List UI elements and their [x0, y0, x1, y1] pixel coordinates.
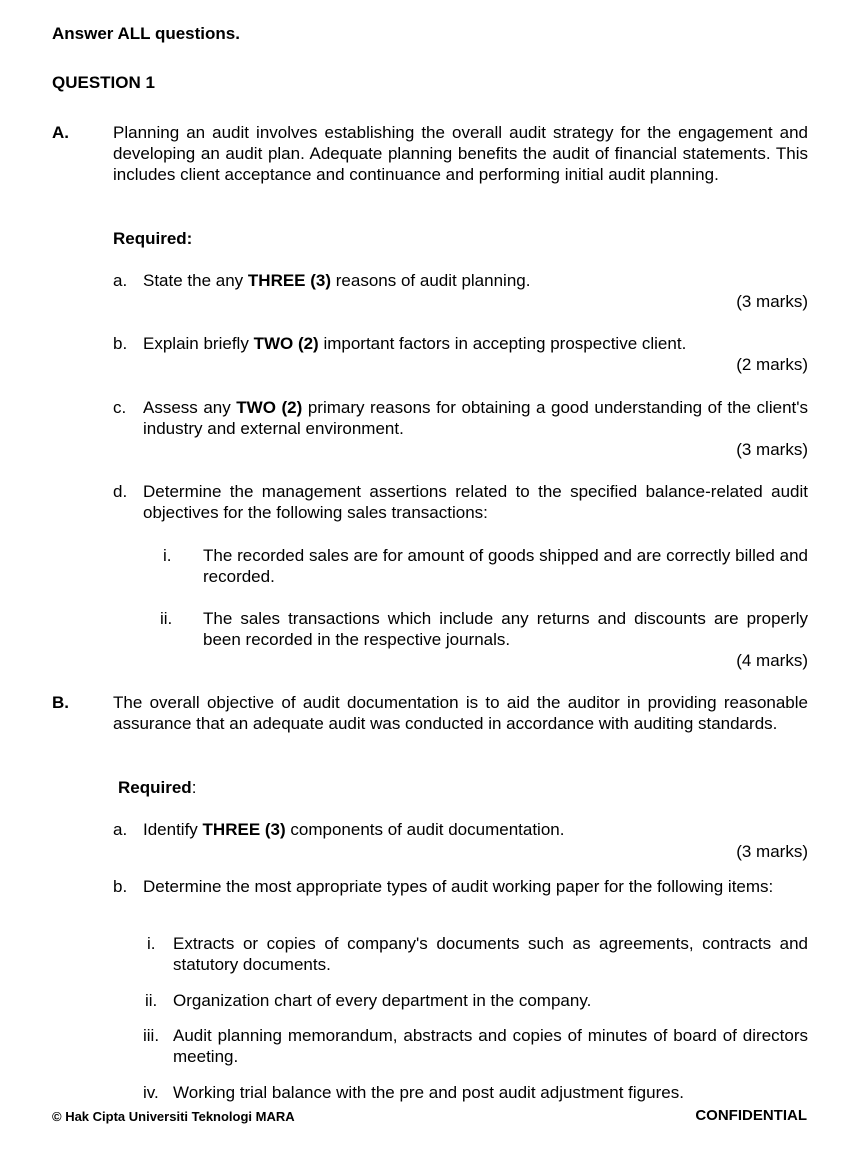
- part-b-item-a: Identify THREE (3) components of audit documentation.: [143, 820, 565, 839]
- part-a-intro: Planning an audit involves establishing the overall audit strategy for the engagement and developing an audit plan. Adequate planning benefits the audit of financial statements. This includes client acceptance and continuance and performing initial audit planning.: [113, 123, 808, 184]
- part-b-item-b-ii-num: ii.: [145, 991, 158, 1010]
- part-a-item-d-i-num: i.: [163, 546, 172, 565]
- part-a-item-b: Explain briefly TWO (2) important factors in accepting prospective client.: [143, 334, 687, 353]
- part-b-item-b-iii-num: iii.: [143, 1026, 160, 1045]
- instruction: Answer ALL questions.: [52, 24, 240, 43]
- part-a-item-a: State the any THREE (3) reasons of audit planning.: [143, 271, 531, 290]
- part-a-required: Required:: [113, 229, 193, 248]
- part-b-item-b-iv: Working trial balance with the pre and post audit adjustment figures.: [173, 1083, 684, 1102]
- part-b-item-b-iv-num: iv.: [143, 1083, 159, 1102]
- part-b-required: Required:: [118, 778, 197, 797]
- part-b-item-b-i-num: i.: [147, 934, 156, 953]
- part-a-item-b-num: b.: [113, 334, 128, 353]
- part-a-label: A.: [52, 123, 69, 142]
- part-a-item-c-marks: (3 marks): [736, 440, 808, 459]
- part-a-item-d: Determine the management assertions related to the specified balance-related audit objectives for the following sales transactions:: [143, 482, 808, 522]
- footer-confidential: CONFIDENTIAL: [695, 1107, 807, 1124]
- part-b-item-b-i: Extracts or copies of company's documents such as agreements, contracts and statutory documents.: [173, 934, 808, 974]
- part-b-item-a-num: a.: [113, 820, 128, 839]
- part-a-item-c-num: c.: [113, 398, 127, 417]
- part-a-item-d-ii-num: ii.: [160, 609, 173, 628]
- part-a-item-b-marks: (2 marks): [736, 355, 808, 374]
- question-title: QUESTION 1: [52, 73, 155, 92]
- part-b-label: B.: [52, 693, 69, 712]
- footer-copyright: © Hak Cipta Universiti Teknologi MARA: [52, 1109, 295, 1124]
- part-a-item-d-i: The recorded sales are for amount of goods shipped and are correctly billed and recorded.: [203, 546, 808, 586]
- part-a-item-d-num: d.: [113, 482, 128, 501]
- part-b-item-b-num: b.: [113, 877, 128, 896]
- part-b-item-b-ii: Organization chart of every department in the company.: [173, 991, 592, 1010]
- part-a-item-c: Assess any TWO (2) primary reasons for obtaining a good understanding of the client's industry and external environment.: [143, 398, 808, 438]
- part-a-item-a-marks: (3 marks): [736, 292, 808, 311]
- part-b-item-b: Determine the most appropriate types of audit working paper for the following items:: [143, 877, 774, 896]
- part-b-item-b-iii: Audit planning memorandum, abstracts and copies of minutes of board of directors meeting.: [173, 1026, 808, 1066]
- part-a-item-a-num: a.: [113, 271, 128, 290]
- part-b-item-a-marks: (3 marks): [736, 842, 808, 861]
- part-a-item-d-ii: The sales transactions which include any returns and discounts are properly been recorded in the respective journals.: [203, 609, 808, 649]
- part-a-item-d-marks: (4 marks): [736, 651, 808, 670]
- part-b-intro: The overall objective of audit documentation is to aid the auditor in providing reasonable assurance that an adequate audit was conducted in accordance with auditing standards.: [113, 693, 808, 733]
